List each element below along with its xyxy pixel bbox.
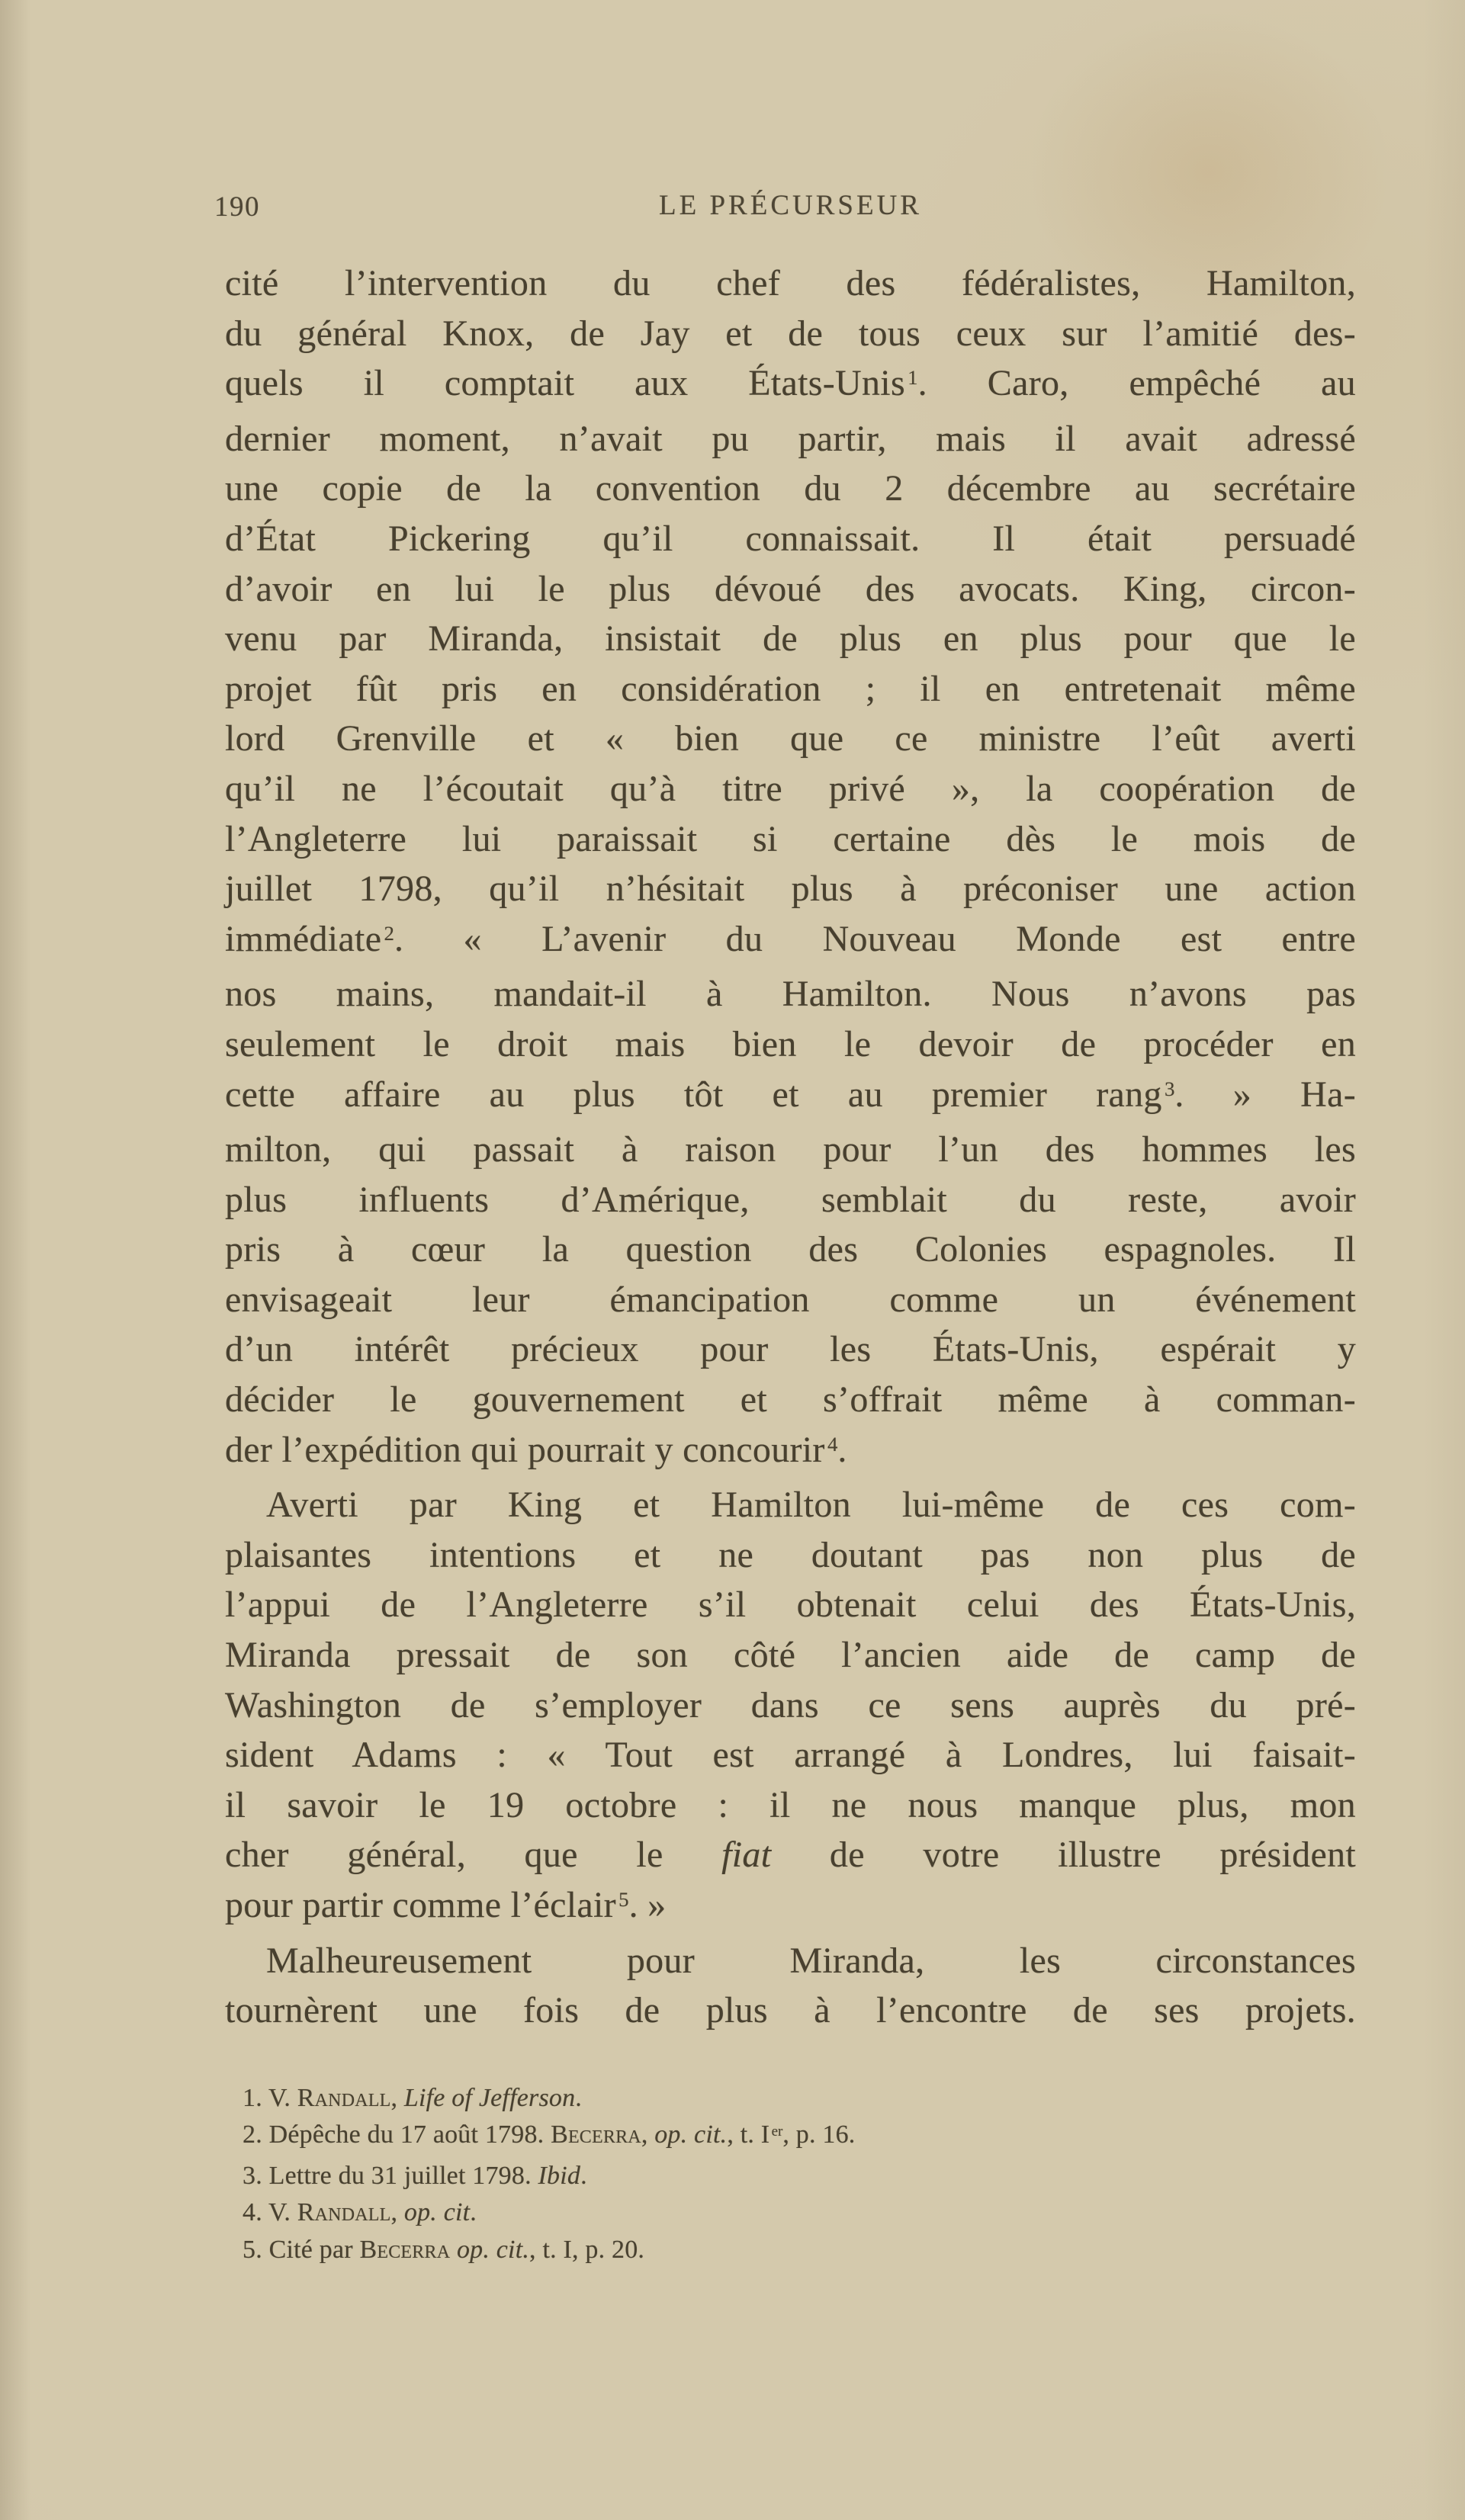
page-number: 190 (214, 191, 260, 223)
text-line: une copie de la convention du 2 décembre au secrétaire (225, 468, 1356, 509)
text-line: l’Angleterre lui paraissait si certaine dès le mois de (225, 818, 1356, 859)
text-line: milton, qui passait à raison pour l’un des hommes les (225, 1129, 1356, 1170)
footnotes (243, 2080, 1356, 2268)
text-line: d’un intérêt précieux pour les États-Unis, espérait y (225, 1329, 1356, 1370)
footnote-line: 5. Cité par Becerra op. cit., t. I, p. 20. (243, 2235, 645, 2264)
text-line: Washington de s’employer dans ce sens auprès du pré- (225, 1684, 1356, 1725)
running-title: LE PRÉCURSEUR (659, 190, 922, 221)
text-line: projet fût pris en considération ; il en entretenait même (225, 668, 1356, 709)
page-header (214, 190, 1356, 224)
footnote-line: 1. V. Randall, Life of Jefferson. (243, 2084, 582, 2112)
body-text (225, 258, 1356, 2036)
text-line: d’État Pickering qu’il connaissait. Il était persuadé (225, 518, 1356, 559)
text-line: Malheureusement pour Miranda, les circonstances (266, 1940, 1356, 1981)
text-line: d’avoir en lui le plus dévoué des avocats. King, circon- (225, 568, 1356, 609)
text-line: cité l’intervention du chef des fédéralistes, Hamilton, (225, 263, 1356, 303)
text-line: décider le gouvernement et s’offrait même à comman- (225, 1379, 1356, 1421)
text-line: dernier moment, n’avait pu partir, mais il avait adressé (225, 418, 1356, 459)
text-line: pour partir comme l’éclair $^5$. » (225, 1885, 667, 1925)
text-line: sident Adams : « Tout est arrangé à Londres, lui faisait- (225, 1735, 1356, 1776)
text-line: il savoir le 19 octobre : il ne nous manque plus, mon (225, 1784, 1356, 1825)
text-line: plaisantes intentions et ne doutant pas non plus de (225, 1534, 1356, 1575)
text-line: seulement le droit mais bien le devoir de procéder en (225, 1023, 1356, 1064)
text-line: qu’il ne l’écoutait qu’à titre privé », la coopération de (225, 768, 1356, 809)
text-line: Averti par King et Hamilton lui-même de ces com- (266, 1485, 1356, 1526)
text-line: pris à cœur la question des Colonies espagnoles. Il (225, 1229, 1356, 1270)
text-line: tournèrent une fois de plus à l’encontre de ses projets. (225, 1990, 1356, 2031)
text-line: l’appui de l’Angleterre s’il obtenait celui des États-Unis, (225, 1584, 1356, 1626)
text-line: quels il comptait aux États-Unis $^1$. Caro, empêché au (225, 363, 1356, 404)
text-line: juillet 1798, qu’il n’hésitait plus à préconiser une action (225, 868, 1356, 910)
footnote-line: 3. Lettre du 31 juillet 1798. Ibid. (243, 2161, 587, 2190)
text-line: cher général, que le fiat de votre illustre président (225, 1835, 1357, 1876)
text-line: lord Grenville et « bien que ce ministre l’eût averti (225, 718, 1356, 759)
text-line: du général Knox, de Jay et de tous ceux sur l’amitié des- (225, 313, 1356, 354)
text-line: immédiate $^2$. « L’avenir du Nouveau Monde est entre (225, 918, 1356, 959)
text-line: cette affaire au plus tôt et au premier rang $^3$. » Ha- (225, 1074, 1356, 1115)
footnote-line: 4. V. Randall, op. cit. (243, 2198, 477, 2227)
footnote-line: 2. Dépêche du 17 août 1798. Becerra, op. cit., t. I $^{er}$, p. 16. (243, 2120, 856, 2149)
text-line: der l’expédition qui pourrait y concourir $^4$. (225, 1429, 847, 1470)
text-line: plus influents d’Amérique, semblait du reste, avoir (225, 1179, 1356, 1220)
text-line: Miranda pressait de son côté l’ancien aide de camp de (225, 1635, 1356, 1676)
text-line: venu par Miranda, insistait de plus en plus pour que le (225, 618, 1356, 660)
text-line: nos mains, mandait-il à Hamilton. Nous n’avons pas (225, 974, 1356, 1015)
text-line: envisageait leur émancipation comme un événement (225, 1279, 1356, 1320)
